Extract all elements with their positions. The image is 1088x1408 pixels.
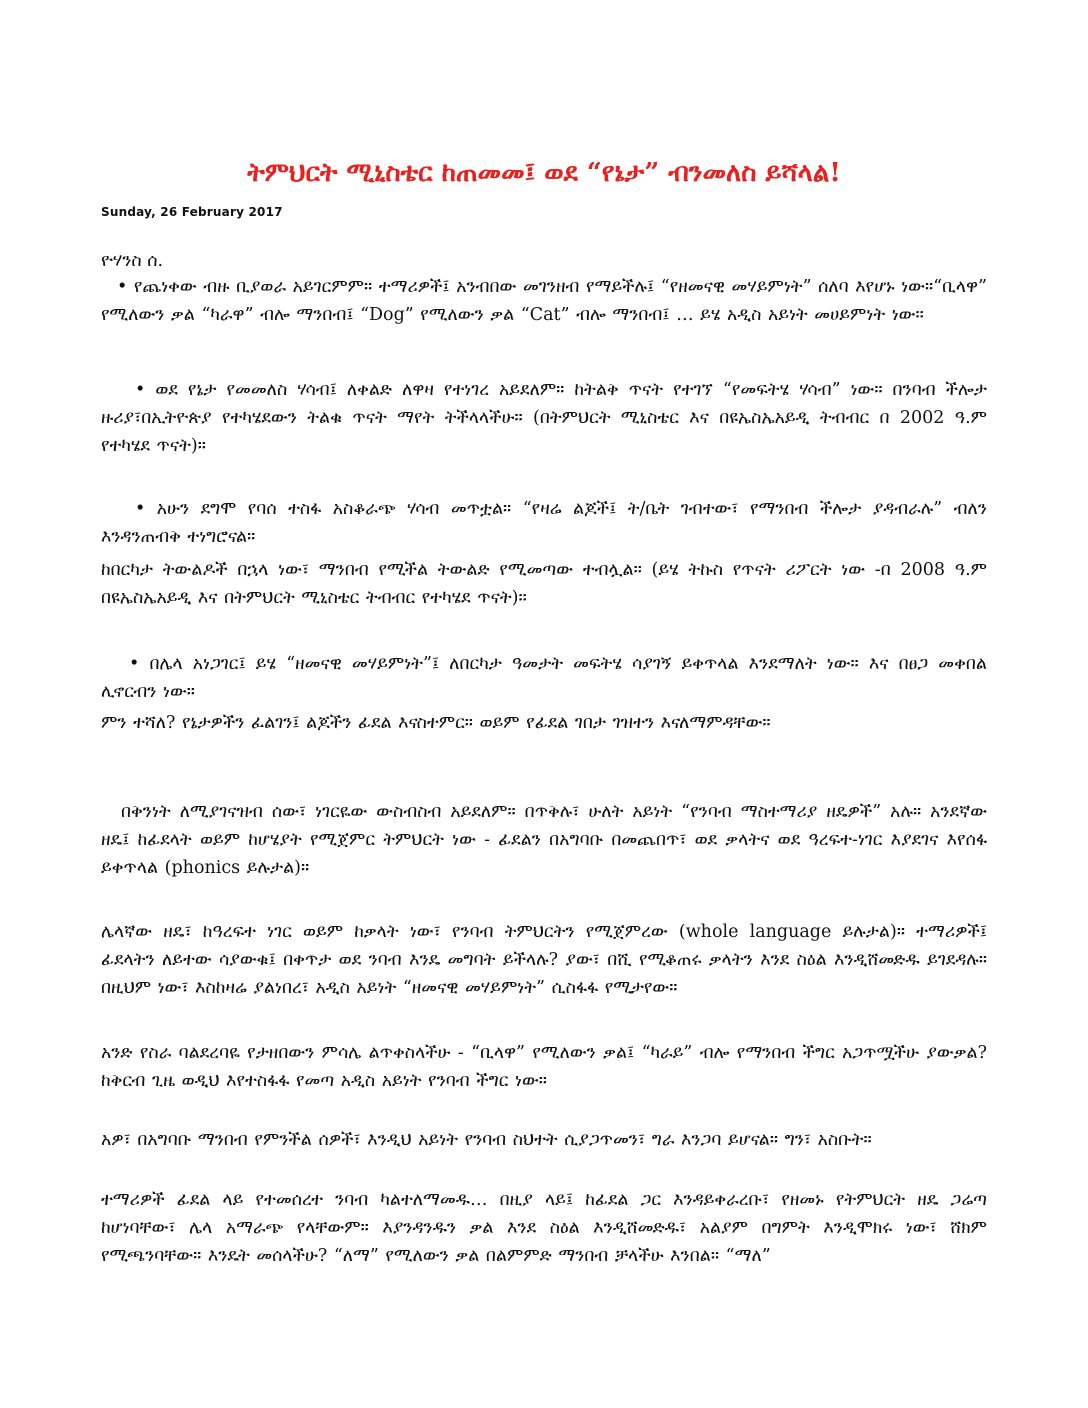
paragraph-10: አዎ፣ በአግባቡ ማንበብ የምንችል ሰዎች፣ እንዲህ አይነት የንባብ ስህተት ሲያጋጥመን፣ ግራ እንጋባ ይሆናል። ግን፣ አስቡት። — [101, 1130, 872, 1150]
paragraph-7: በቅንነት ለሚያገናዝብ ሰው፣ ነገርዬው ውስብስብ አይደለም። በጥቅሉ፣ ሁለት አይነት “የንባብ ማስተማሪያ ዘዴዎች” አሉ። አንደኛው ዘዴ፤ ከፊደላት ወይም ከሆሄያት የሚጀምር ትምህርት ነው - ፊደልን በአግባቡ በመጨበጥ፣ ወደ ቃላትና ወደ ዓረፍተ-ነገር እያደገና እየሰፋ ይቀጥላል (phonics ይሉታል)። — [101, 802, 987, 878]
paragraph-9: አንድ የስራ ባልደረባዬ የታዘበውን ምሳሌ ልጥቀስላችሁ - “ቢላዋ” የሚለውን ቃል፤ “ካራይ” ብሎ የማንበብ ችግር አጋጥሟችሁ ያውቃል? ከቅርብ ጊዜ ወዲህ እየተስፋፋ የመጣ አዲስ አይነት የንባብ ችግር ነው። — [101, 1043, 987, 1091]
paragraph-4: ከበርካታ ትውልዶች በኋላ ነው፣ ማንበብ የሚችል ትውልድ የሚመጣው ተብሏል። (ይሄ ትኩስ የጥናት ሪፖርት ነው -በ 2008 ዓ.ም በዩኤስኤአይዲ እና በትምህርት ሚኒስቴር ትብብር የተካሄደ ጥናት)፡፡ — [101, 560, 987, 608]
paragraph-6: ምን ተሻለ? የኔታዎችን ፈልገን፤ ልጆችን ፊደል እናስተምር። ወይም የፊደል ገበታ ገዝተን እናለማምዳቸው። — [101, 713, 771, 733]
article-title: ትምህርት ሚኒስቴር ከጠመመ፤ ወደ “የኔታ” ብንመለስ ይሻላል! — [247, 158, 841, 188]
author-name: ዮሃንስ ሰ. — [101, 251, 164, 271]
paragraph-1: • የጨነቀው ብዙ ቢያወራ አይገርምም። ተማሪዎች፤ አንብበው መገንዘብ የማይችሉ፤ “የዘመናዊ መሃይምነት” ሰለባ እየሆኑ ነው።“ቢላዋ” የሚለውን ቃል “ካራዋ” ብሎ ማንበብ፤ “Dog” የሚለውን ቃል “Cat” ብሎ ማንበብ፤ … ይሄ አዲስ አይነት መሀይምነት ነው፡፡ — [101, 277, 987, 325]
paragraph-5: • በሌላ አነጋገር፤ ይሄ “ዘመናዊ መሃይምነት”፤ ለበርካታ ዓመታት መፍትሄ ሳያገኝ ይቀጥላል እንደማለት ነው። እና በፀጋ መቀበል ሊኖርብን ነው። — [101, 654, 987, 702]
paragraph-3: • አሁን ደግሞ የባሰ ተስፋ አስቆራጭ ሃሳብ መጥቷል። “የዛሬ ልጆች፤ ት/ቤት ገብተው፣ የማንበብ ችሎታ ያዳብራሉ” ብለን እንዳንጠብቅ ተነግሮናል። — [101, 499, 987, 547]
paragraph-2: • ወደ የኔታ የመመለስ ሃሳብ፤ ለቀልድ ለዋዛ የተነገረ አይደለም። ከትልቅ ጥናት የተገኘ “የመፍትሄ ሃሳብ” ነው። በንባብ ችሎታ ዙሪያ፣በኢትዮጵያ የተካሄደውን ትልቁ ጥናት ማየት ትችላላችሁ። (በትምህርት ሚኒስቴር እና በዩኤስኤአይዲ ትብብር በ 2002 ዓ.ም የተካሄደ ጥናት)። — [101, 380, 987, 456]
paragraph-8: ሌላኛው ዘዴ፣ ከዓረፍተ ነገር ወይም ከቃላት ነው፣ የንባብ ትምህርትን የሚጀምረው (whole language ይሉታል)። ተማሪዎች፤ ፊደላትን ለይተው ሳያውቁ፤ በቀጥታ ወደ ንባብ እንዴ መግባት ይችላሉ? ያው፣ በሺ የሚቆጠሩ ቃላትን እንደ ስዕል እንዲሸመድዱ ይገደዳሉ። በዚህም ነው፣ እስከዛሬ ያልነበረ፣ አዲስ አይነት “ዘመናዊ መሃይምነት” ሲስፋፋ የሚታየው። — [101, 922, 987, 998]
paragraph-11: ተማሪዎች ፊደል ላይ የተመሰረተ ንባብ ካልተለማመዱ… በዚያ ላይ፤ ከፊደል ጋር እንዳይቀራረቡ፣ የዘመኑ የትምህርት ዘዴ ጋሬጣ ከሆነባቸው፣ ሌላ አማራጭ የላቸውም። እያንዳንዱን ቃል እንደ ስዕል እንዲሸመድዱ፣ አልያም በግምት እንዲሞክሩ ነው፣ ሸክም የሚጫንባቸው። እንዴት መሰላችሁ? “ለማ” የሚለውን ቃል በልምምድ ማንበብ ቻላችሁ እንበል፡፡ “ማለ” — [101, 1190, 987, 1266]
publish-date: Sunday, 26 February 2017 — [101, 205, 283, 219]
